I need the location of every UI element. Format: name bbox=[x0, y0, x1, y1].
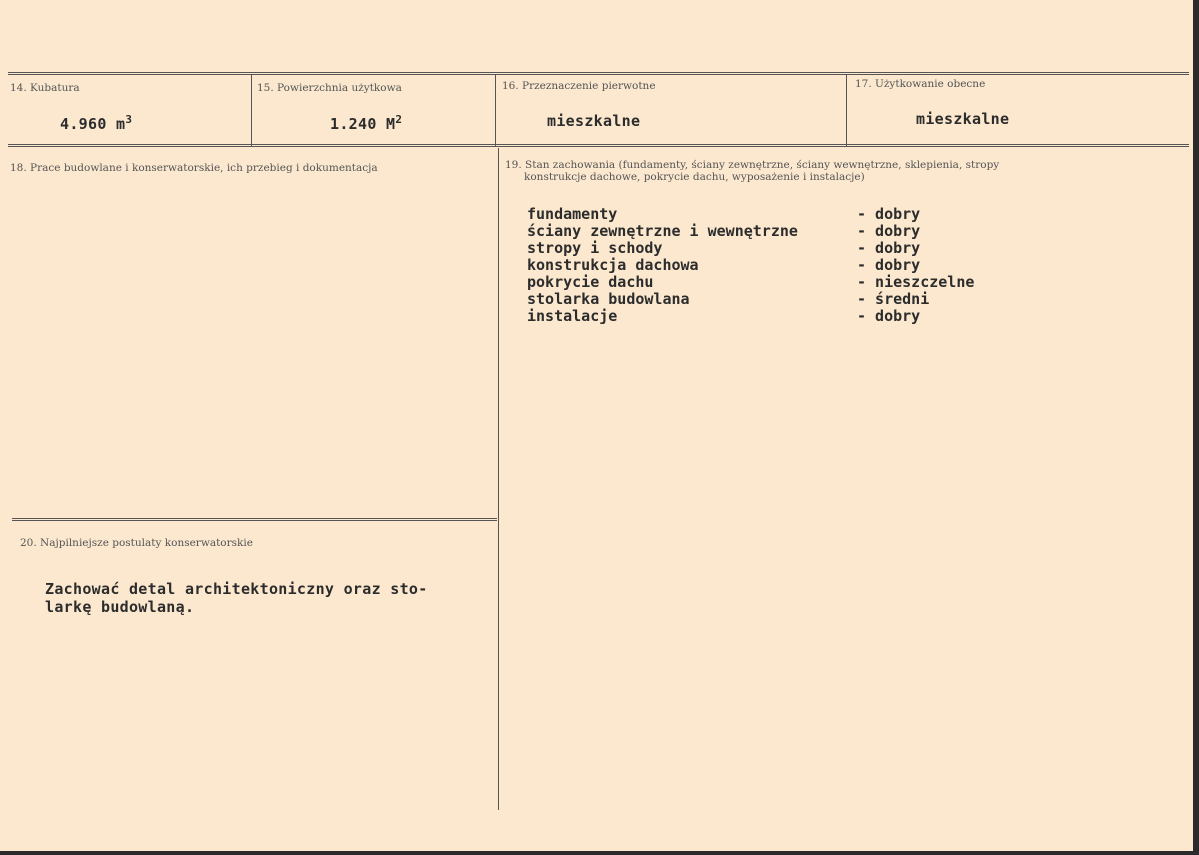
condition-item: ściany zewnętrzne i wewnętrzne bbox=[527, 222, 798, 240]
divider-16-17 bbox=[846, 74, 847, 146]
field-15-value: 1.240 $M^2$ bbox=[330, 113, 403, 133]
divider-15-16 bbox=[495, 74, 496, 146]
condition-item: pokrycie dachu bbox=[527, 273, 654, 291]
condition-state: - dobry bbox=[857, 307, 921, 325]
condition-item: stolarka budowlana bbox=[527, 290, 690, 308]
divider-main bbox=[498, 148, 499, 810]
field-16-label: 16. Przeznaczenie pierwotne bbox=[502, 80, 656, 92]
condition-item: stropy i schody bbox=[527, 239, 663, 257]
condition-state: - dobry bbox=[857, 205, 921, 223]
second-row-rule bbox=[8, 144, 1189, 147]
top-row-rule bbox=[8, 72, 1189, 75]
postulaty-rule bbox=[12, 518, 497, 521]
field-20-line1: Zachować detal architektoniczny oraz sto- bbox=[45, 580, 428, 598]
field-20-label: 20. Najpilniejsze postulaty konserwatorskie bbox=[20, 537, 253, 549]
card-edge-right bbox=[1193, 0, 1199, 855]
divider-14-15 bbox=[251, 74, 252, 146]
card-edge-bottom bbox=[0, 851, 1199, 855]
field-16-value: mieszkalne bbox=[547, 112, 641, 130]
condition-item: konstrukcja dachowa bbox=[527, 256, 699, 274]
condition-state: - średni bbox=[857, 290, 930, 308]
field-17-value: mieszkalne bbox=[916, 110, 1010, 128]
field-17-label: 17. Użytkowanie obecne bbox=[855, 78, 986, 90]
condition-state: - nieszczelne bbox=[857, 273, 975, 291]
condition-state: - dobry bbox=[857, 239, 921, 257]
condition-item: instalacje bbox=[527, 307, 618, 325]
condition-item: fundamenty bbox=[527, 205, 618, 223]
field-15-label: 15. Powierzchnia użytkowa bbox=[257, 82, 402, 94]
condition-state: - dobry bbox=[857, 222, 921, 240]
field-20-line2: larkę budowlaną. bbox=[45, 598, 195, 616]
field-18-label: 18. Prace budowlane i konserwatorskie, ich przebieg i dokumentacja bbox=[10, 162, 378, 174]
field-14-value: 4.960 $m^3$ bbox=[60, 113, 133, 133]
condition-state: - dobry bbox=[857, 256, 921, 274]
field-14-label: 14. Kubatura bbox=[10, 82, 80, 94]
field-19-label-line2: konstrukcje dachowe, pokrycie dachu, wyposażenie i instalacje) bbox=[524, 171, 865, 183]
field-19-label-line1: 19. Stan zachowania (fundamenty, ściany zewnętrzne, ściany wewnętrzne, sklepienia, stropy bbox=[505, 159, 1000, 171]
